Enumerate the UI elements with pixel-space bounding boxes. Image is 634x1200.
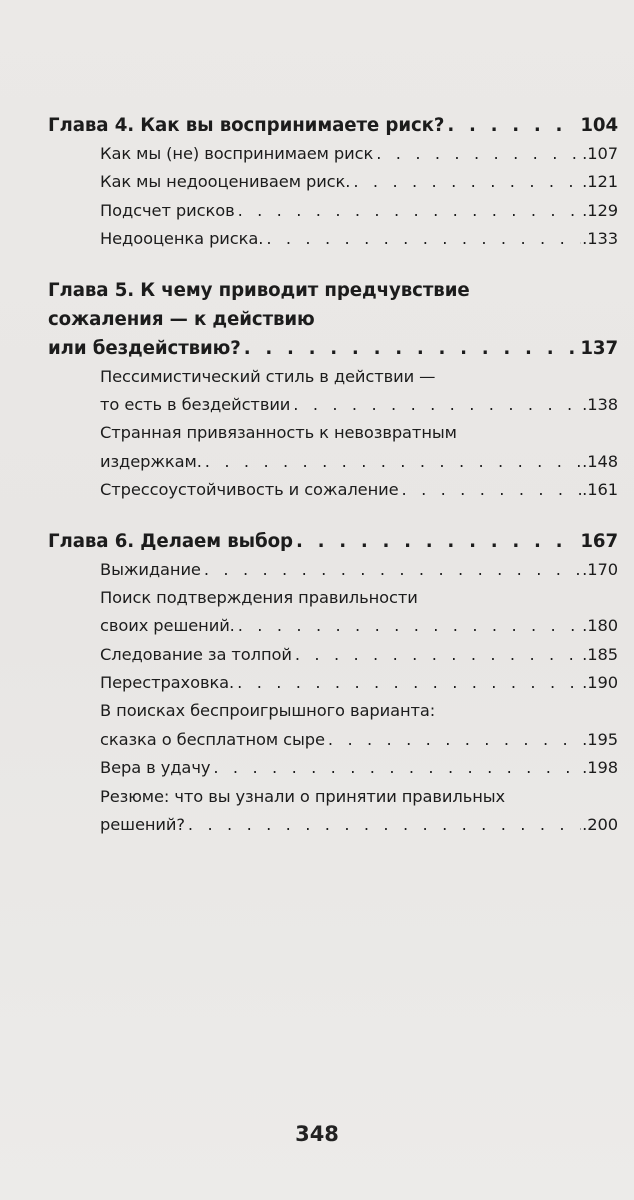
section-entry [48, 363, 618, 391]
chapter-title-line [48, 305, 618, 334]
section-page-number: .133 [582, 229, 618, 249]
chapter-page-number: 137 [580, 337, 618, 359]
section-title: Выжидание [100, 559, 201, 579]
chapter-title-line [48, 111, 618, 140]
chapter-title-text: Глава 4. Как вы воспринимаете риск? [48, 115, 445, 136]
section-entry [48, 783, 618, 811]
section-title: Резюме: что вы узнали о принятии правильных [100, 786, 506, 806]
section-entry [48, 726, 618, 754]
page-number: 348 [295, 1122, 339, 1146]
section-page-number: .200 [582, 815, 618, 835]
chapter-page-number: 104 [580, 115, 618, 136]
section-entry [48, 612, 618, 640]
dot-leader [238, 197, 582, 225]
section-entry [48, 476, 618, 504]
section-entry [48, 140, 618, 168]
section-page-number: .161 [582, 480, 618, 500]
dot-leader [204, 556, 581, 584]
chapter-title-line [48, 276, 618, 305]
section-title: своих решений. [100, 616, 235, 636]
dot-leader [293, 391, 581, 419]
dot-leader [213, 754, 581, 782]
section-page-number: .198 [582, 758, 618, 778]
chapter-5 [48, 276, 618, 505]
section-entry [48, 168, 618, 196]
section-page-number: .185 [582, 644, 618, 664]
section-entry [48, 197, 618, 225]
dot-leader [447, 111, 579, 140]
section-entry [48, 584, 618, 612]
section-title: Перестраховка. [100, 673, 235, 693]
section-page-number: .129 [582, 200, 618, 220]
section-title: Подсчет рисков [100, 200, 235, 220]
section-title: Пессимистический стиль в действии — [100, 366, 436, 386]
section-title: Следование за толпой [100, 644, 292, 664]
section-page-number: .195 [582, 729, 618, 749]
section-title: В поисках беспроигрышного варианта: [100, 701, 436, 721]
chapter-title-line [48, 527, 618, 556]
section-entry [48, 754, 618, 782]
section-title: решений? [100, 815, 185, 835]
section-title: сказка о бесплатном сыре [100, 729, 325, 749]
section-entry [48, 419, 618, 447]
dot-leader [295, 641, 581, 669]
chapter-title-text: Глава 5. К чему приводит предчувствие [48, 279, 470, 301]
dot-leader [237, 669, 581, 697]
dot-leader [205, 448, 581, 476]
chapter-6 [48, 527, 618, 840]
section-page-number: .138 [582, 394, 618, 414]
section-page-number: .190 [582, 673, 618, 693]
dot-leader [353, 168, 581, 196]
section-page-number: .148 [582, 451, 618, 471]
chapter-title-text: сожаления — к действию [48, 308, 315, 330]
section-title: Как мы недооцениваем риск. [100, 172, 351, 192]
section-entry [48, 641, 618, 669]
dot-leader [376, 140, 581, 168]
section-entry [48, 448, 618, 476]
section-entry [48, 391, 618, 419]
chapter-title-text: Глава 6. Делаем выбор [48, 530, 293, 552]
section-title: Стрессоустойчивость и сожаление [100, 480, 399, 500]
section-entry [48, 225, 618, 253]
section-page-number: .121 [582, 172, 618, 192]
section-title: Как мы (не) воспринимаем риск [100, 144, 374, 163]
dot-leader [328, 726, 581, 754]
section-title: Недооценка риска. [100, 229, 264, 249]
chapter-page-number: 167 [580, 530, 618, 552]
section-title: Вера в удачу [100, 758, 211, 778]
section-title: Поиск подтверждения правильности [100, 587, 418, 607]
dot-leader [238, 612, 581, 640]
section-page-number: .170 [582, 559, 618, 579]
section-entry [48, 669, 618, 697]
chapter-title-text: или бездействию? [48, 337, 241, 359]
section-entry [48, 556, 618, 584]
section-page-number: .107 [582, 144, 618, 163]
section-title: издержкам. [100, 451, 202, 471]
table-of-contents [48, 111, 618, 861]
section-entry [48, 811, 618, 839]
dot-leader [266, 225, 581, 253]
dot-leader [188, 811, 581, 839]
chapter-title-line [48, 334, 618, 363]
dot-leader [402, 476, 582, 504]
section-title: то есть в бездействии [100, 394, 291, 414]
section-title: Странная привязанность к невозвратным [100, 423, 457, 443]
chapter-4 [48, 111, 618, 254]
section-entry [48, 697, 618, 725]
dot-leader [244, 334, 580, 363]
section-page-number: .180 [582, 616, 618, 636]
dot-leader [296, 527, 579, 556]
